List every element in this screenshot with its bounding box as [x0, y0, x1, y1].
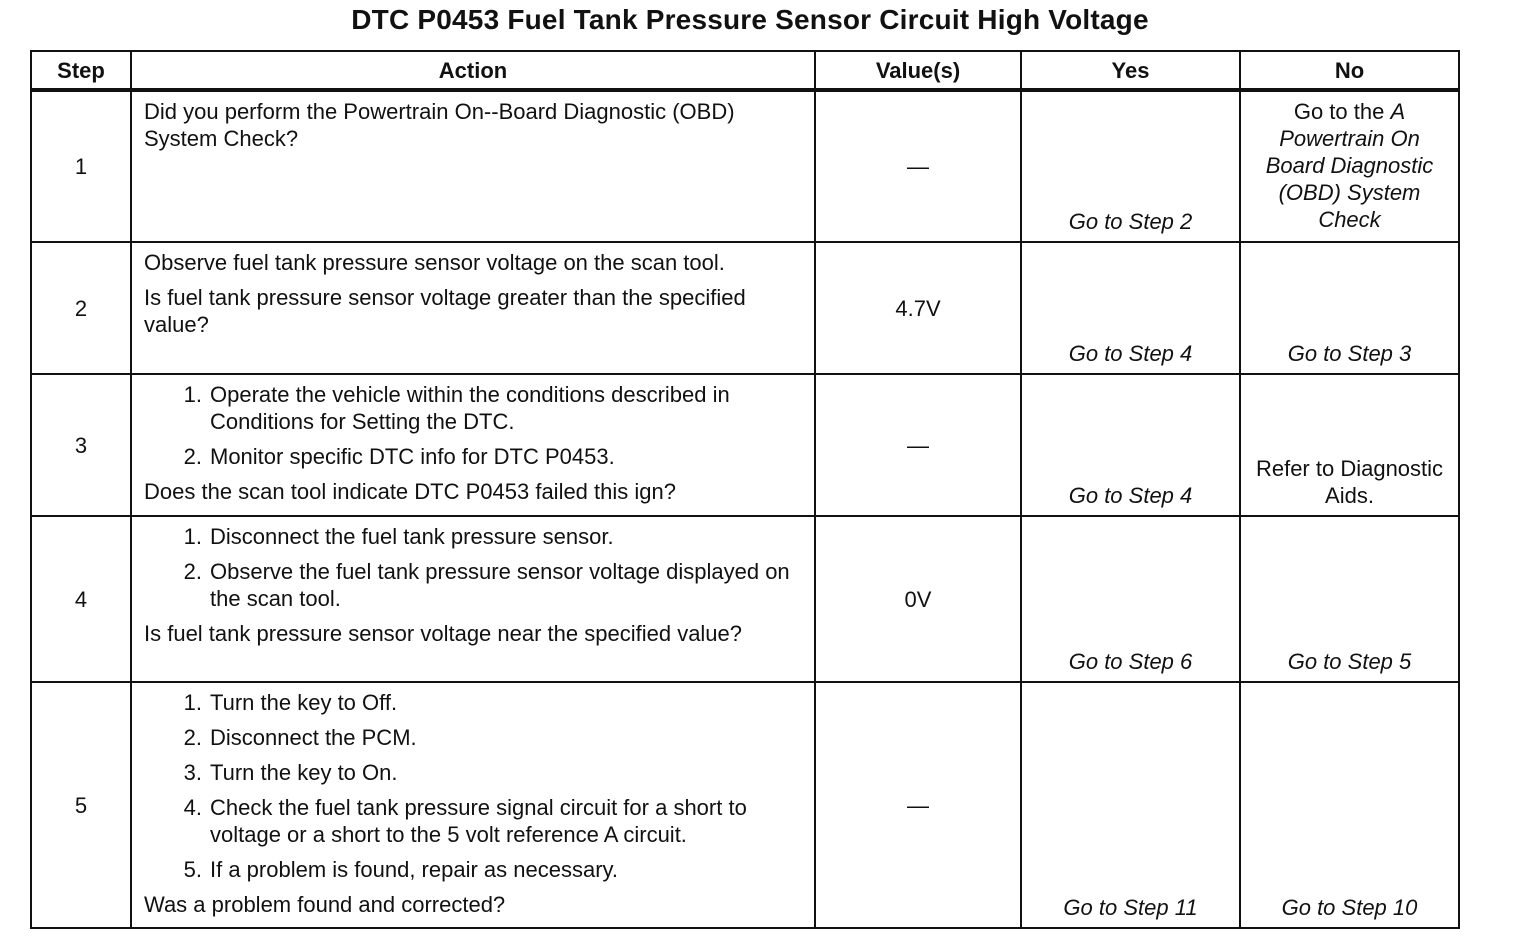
no-link[interactable]: Go to Step 5 [1287, 649, 1412, 674]
no-cell [1240, 90, 1459, 242]
no-cell [1240, 242, 1459, 374]
item-number: 2. [183, 444, 202, 469]
yes-link[interactable]: Go to Step 4 [1068, 341, 1193, 366]
item-number: 1. [183, 690, 202, 715]
item-text: Observe the fuel tank pressure sensor voltage displayed on the scan tool. [210, 559, 790, 611]
list-item [144, 759, 804, 786]
item-text: Check the fuel tank pressure signal circuit for a short to voltage or a short to the 5 volt reference A circuit. [210, 795, 747, 847]
item-text: If a problem is found, repair as necessary. [210, 857, 619, 882]
list-item [144, 443, 804, 470]
list-item [144, 794, 804, 848]
value-cell: — [815, 90, 1021, 242]
list-item [144, 856, 804, 883]
list-item [144, 558, 804, 612]
action-steps-list [144, 689, 804, 883]
item-text: Turn the key to On. [210, 760, 398, 785]
item-number: 3. [183, 760, 202, 785]
header-step: Step [31, 51, 131, 90]
step-number: 1 [31, 90, 131, 242]
action-cell [131, 516, 815, 682]
yes-cell [1021, 242, 1240, 374]
action-steps-list [144, 523, 804, 612]
action-steps-list [144, 381, 804, 470]
no-link[interactable]: Go to Step 3 [1287, 341, 1412, 366]
list-item [144, 689, 804, 716]
table-row [31, 516, 1459, 682]
no-link[interactable]: A Powertrain On Board Diagnostic (OBD) System Check [1265, 99, 1434, 232]
action-cell [131, 90, 815, 242]
item-text: Disconnect the PCM. [210, 725, 417, 750]
header-yes: Yes [1021, 51, 1240, 90]
yes-link[interactable]: Go to Step 6 [1068, 649, 1193, 674]
value-cell: 4.7V [815, 242, 1021, 374]
action-instruction: Observe fuel tank pressure sensor voltage on the scan tool. [144, 250, 725, 275]
list-item [144, 381, 804, 435]
diagnostic-table [30, 50, 1460, 929]
no-cell [1240, 374, 1459, 516]
step-number: 2 [31, 242, 131, 374]
item-text: Disconnect the fuel tank pressure sensor. [210, 524, 614, 549]
action-question: Is fuel tank pressure sensor voltage greater than the specified value? [144, 285, 746, 337]
step-number: 5 [31, 682, 131, 928]
item-text: Monitor specific DTC info for DTC P0453. [210, 444, 615, 469]
no-cell [1240, 516, 1459, 682]
action-cell [131, 374, 815, 516]
item-text: Turn the key to Off. [210, 690, 398, 715]
item-number: 1. [183, 524, 202, 549]
no-prefix: Go to the [1293, 99, 1385, 124]
action-question: Is fuel tank pressure sensor voltage near the specified value? [144, 621, 743, 646]
list-item [144, 724, 804, 751]
yes-link[interactable]: Go to Step 4 [1068, 483, 1193, 508]
item-number: 2. [183, 725, 202, 750]
action-question: Was a problem found and corrected? [144, 892, 506, 917]
yes-link[interactable]: Go to Step 2 [1068, 209, 1193, 234]
list-item [144, 523, 804, 550]
no-reference[interactable]: Refer to Diagnostic Aids. [1255, 456, 1444, 508]
yes-cell [1021, 682, 1240, 928]
value-cell: — [815, 682, 1021, 928]
action-cell [131, 242, 815, 374]
step-number: 4 [31, 516, 131, 682]
action-question: Did you perform the Powertrain On--Board Diagnostic (OBD) System Check? [144, 99, 735, 151]
table-row [31, 682, 1459, 928]
value-cell: 0V [815, 516, 1021, 682]
yes-cell [1021, 90, 1240, 242]
step-number: 3 [31, 374, 131, 516]
table-row [31, 242, 1459, 374]
header-values: Value(s) [815, 51, 1021, 90]
yes-cell [1021, 516, 1240, 682]
page-title: DTC P0453 Fuel Tank Pressure Sensor Circuit High Voltage [351, 4, 1149, 35]
item-number: 4. [183, 795, 202, 820]
item-number: 1. [183, 382, 202, 407]
table-row [31, 374, 1459, 516]
yes-link[interactable]: Go to Step 11 [1063, 895, 1198, 920]
yes-cell [1021, 374, 1240, 516]
item-number: 2. [183, 559, 202, 584]
no-cell [1240, 682, 1459, 928]
action-question: Does the scan tool indicate DTC P0453 failed this ign? [144, 479, 676, 504]
table-header-row [31, 51, 1459, 90]
item-text: Operate the vehicle within the conditions described in Conditions for Setting the DTC. [210, 382, 730, 434]
value-cell: — [815, 374, 1021, 516]
action-cell [131, 682, 815, 928]
item-number: 5. [183, 857, 202, 882]
header-action: Action [131, 51, 815, 90]
header-no: No [1240, 51, 1459, 90]
no-link[interactable]: Go to Step 10 [1281, 895, 1418, 920]
table-row [31, 90, 1459, 242]
